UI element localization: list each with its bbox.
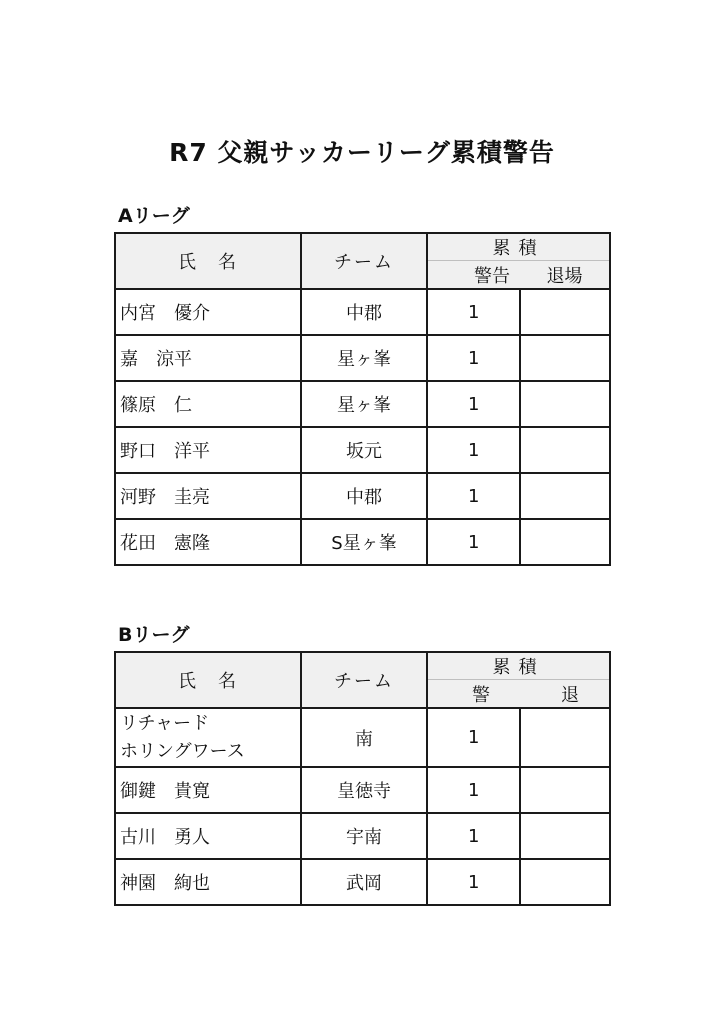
player-name: 河野 圭亮 <box>115 473 301 519</box>
team-name: 星ヶ峯 <box>301 335 427 381</box>
player-name: 御鍵 貴寛 <box>115 767 301 813</box>
sendoff-count <box>520 519 610 565</box>
page-title: R7 父親サッカーリーグ累積警告 <box>169 138 555 167</box>
header-sendoff: 退場 <box>520 261 610 290</box>
table-row <box>115 473 610 519</box>
header-accumulation: 累積 <box>427 652 610 680</box>
sendoff-count <box>520 381 610 427</box>
warning-count: 1 <box>427 289 520 335</box>
table-row <box>115 708 610 767</box>
warning-count: 1 <box>427 427 520 473</box>
sendoff-count <box>520 767 610 813</box>
table-row <box>115 767 610 813</box>
player-name: 嘉 涼平 <box>115 335 301 381</box>
league-b-label: Bリーグ <box>118 624 190 646</box>
team-name: 星ヶ峯 <box>301 381 427 427</box>
table-row <box>115 427 610 473</box>
player-name: 篠原 仁 <box>115 381 301 427</box>
header-team: チーム <box>301 652 427 708</box>
header-warning: 警 <box>427 680 520 709</box>
player-name: 野口 洋平 <box>115 427 301 473</box>
table-row <box>115 289 610 335</box>
team-name: 宇南 <box>301 813 427 859</box>
warning-count: 1 <box>427 859 520 905</box>
table-row <box>115 335 610 381</box>
team-name: 南 <box>301 708 427 767</box>
warning-count: 1 <box>427 813 520 859</box>
warning-count: 1 <box>427 335 520 381</box>
sendoff-count <box>520 335 610 381</box>
player-name: 古川 勇人 <box>115 813 301 859</box>
sendoff-count <box>520 473 610 519</box>
header-accumulation: 累積 <box>427 233 610 261</box>
player-name <box>115 708 301 767</box>
player-name-line1: リチャード <box>120 713 210 734</box>
league-a-table <box>114 232 611 566</box>
sendoff-count <box>520 708 610 767</box>
team-name: 中郡 <box>301 289 427 335</box>
warning-count: 1 <box>427 767 520 813</box>
team-name: 皇徳寺 <box>301 767 427 813</box>
sendoff-count <box>520 427 610 473</box>
sendoff-count <box>520 859 610 905</box>
warning-count: 1 <box>427 708 520 767</box>
header-name: 氏 名 <box>115 233 301 289</box>
team-name: 武岡 <box>301 859 427 905</box>
team-name: 中郡 <box>301 473 427 519</box>
sendoff-count <box>520 289 610 335</box>
table-row <box>115 813 610 859</box>
warning-count: 1 <box>427 519 520 565</box>
team-name: 坂元 <box>301 427 427 473</box>
player-name: 内宮 優介 <box>115 289 301 335</box>
header-team: チーム <box>301 233 427 289</box>
player-name: 花田 憲隆 <box>115 519 301 565</box>
league-b-table <box>114 651 611 906</box>
table-row <box>115 381 610 427</box>
team-name: S星ヶ峯 <box>301 519 427 565</box>
warning-count: 1 <box>427 473 520 519</box>
header-warning: 警告 <box>427 261 520 290</box>
table-row <box>115 519 610 565</box>
league-a-label: Aリーグ <box>118 205 190 227</box>
table-row <box>115 859 610 905</box>
player-name: 神園 絢也 <box>115 859 301 905</box>
warning-count: 1 <box>427 381 520 427</box>
header-sendoff: 退 <box>520 680 610 709</box>
player-name-line2: ホリングワース <box>120 741 245 762</box>
sendoff-count <box>520 813 610 859</box>
header-name: 氏 名 <box>115 652 301 708</box>
